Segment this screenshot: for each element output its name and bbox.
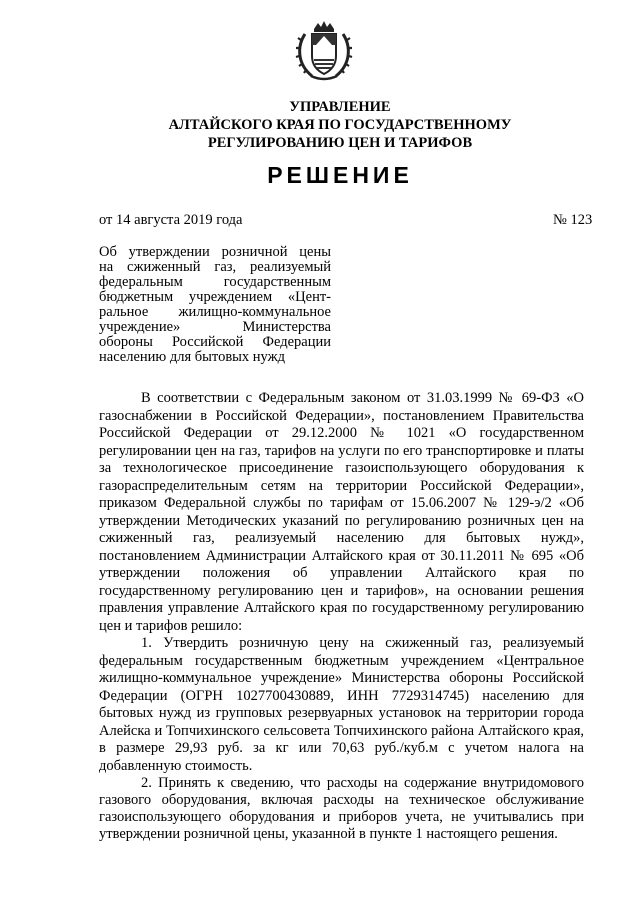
document-body [99, 390, 584, 843]
document-number: № 123 [553, 212, 593, 228]
subject-line: на сжиженный газ, реализуемый [99, 259, 331, 275]
resolution-item-1: 1. Утвердить розничную цену на сжиженный газ, реализуемый федеральным государственным бюджетным учреждением «Центральное жилищно-коммунальное учреждение» Министерства обороны Российской Федерации (ОГРН 1027700430889, ИНН 7729314745) населению для бытовых нужд из групповых резервуарных установок на территории города Алейска и Топчихинского сельсовета Топчихинского района Алтайского края, в размере 29,93 руб. за кг или 70,63 руб./куб.м с учетом налога на добавленную стоимость. [99, 635, 584, 774]
subject-line: обороны Российской Федерации [99, 334, 331, 350]
subject-line: ральное жилищно-коммунальное [99, 304, 331, 320]
subject-line: федеральным государственным [99, 274, 331, 290]
subject-line: Об утверждении розничной цены [99, 244, 331, 260]
document-subject [99, 245, 331, 365]
document-type-title: РЕШЕНИЕ [267, 162, 413, 188]
subject-line: учреждение» Министерства [99, 319, 331, 335]
subject-line: населению для бытовых нужд [99, 349, 285, 365]
altai-krai-coat-of-arms-icon [295, 20, 353, 82]
org-line: РЕГУЛИРОВАНИЮ ЦЕН И ТАРИФОВ [207, 135, 473, 151]
document-date: от 14 августа 2019 года [99, 212, 243, 228]
preamble-paragraph: В соответствии с Федеральным законом от 31.03.1999 № 69-ФЗ «О газоснабжении в Российской Федерации», постановлением Правительства Российской Федерации от 29.12.2000 № 1021 «О государственном регулировании цен на газ, тарифов на услуги по его транспортировке и платы за технологическое присоединение газоиспользующего оборудования к газораспределительным сетям на территории Российской Федерации», приказом Федеральной службы по тарифам от 15.06.2007 № 129-э/2 «Об утверждении Методических указаний по регулированию розничных цен на сжиженный газ, реализуемый населению для бытовых нужд», постановлением Администрации Алтайского края от 30.11.2011 № 695 «Об утверждении положения об управлении Алтайского края по государственному регулированию цен и тарифов», на основании решения правления управление Алтайского края по государственному регулированию цен и тарифов решило: [99, 390, 584, 634]
resolution-item-2: 2. Принять к сведению, что расходы на содержание внутридомового газового оборудования, включая расходы на техническое обслуживание газоиспользующего оборудования и приборов учета, не учитывались при утверждении розничной цены, указанной в пункте 1 настоящего решения. [99, 775, 584, 842]
organization-name [100, 98, 580, 152]
subject-line: бюджетным учреждением «Цент- [99, 289, 331, 305]
org-line: УПРАВЛЕНИЕ [289, 99, 391, 115]
org-line: АЛТАЙСКОГО КРАЯ ПО ГОСУДАРСТВЕННОМУ [168, 117, 512, 133]
